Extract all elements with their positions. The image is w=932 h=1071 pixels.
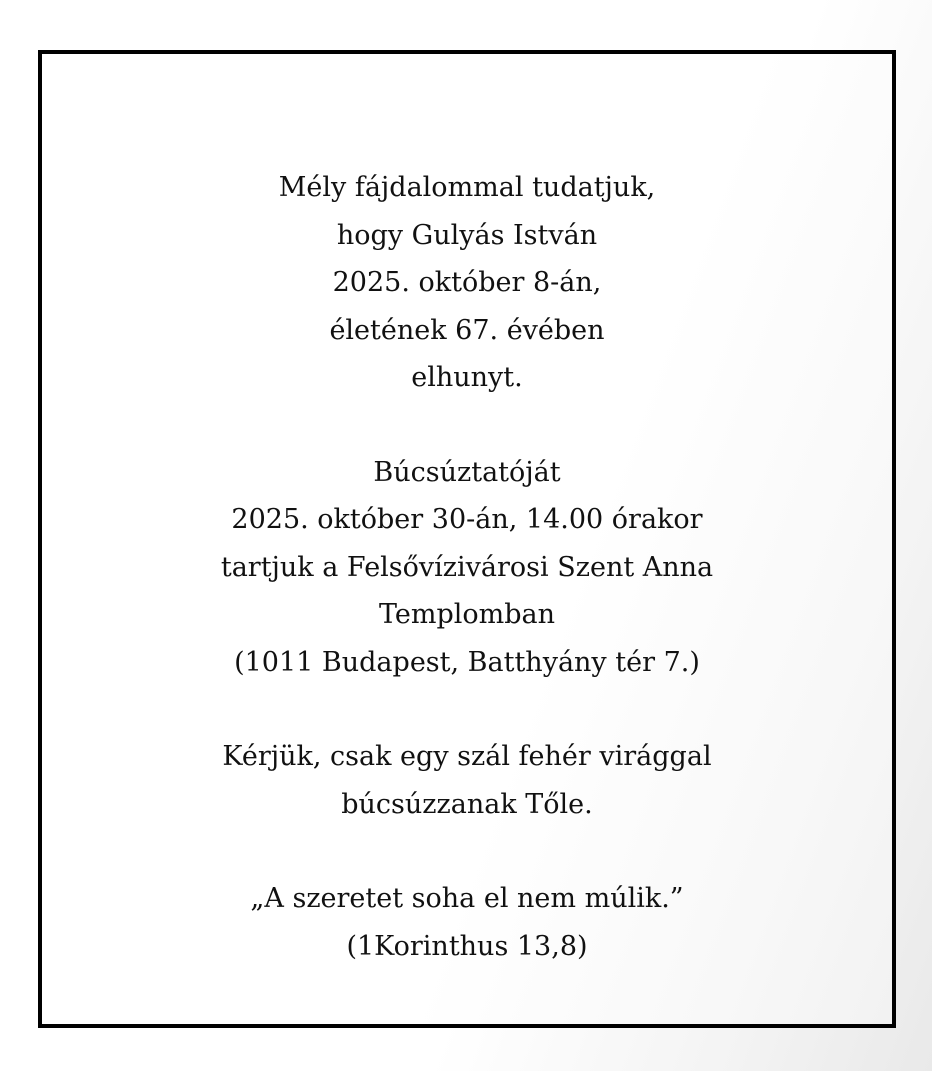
quote-citation: (1Korinthus 13,8): [346, 930, 588, 962]
announcement-block: [42, 164, 892, 402]
announcement-line: Mély fájdalommal tudatjuk,: [278, 172, 656, 203]
deceased-name-line: hogy Gulyás István: [336, 219, 598, 251]
quote-text: „A szeretet soha el nem múlik.”: [250, 883, 684, 914]
request-line-2: búcsúzzanak Tőle.: [341, 788, 593, 820]
request-line: Kérjük, csak egy szál fehér virággal: [222, 741, 712, 772]
passed-away-line: elhunyt.: [411, 362, 523, 393]
farewell-datetime: 2025. október 30-án, 14.00 órakor: [231, 504, 703, 535]
obituary-notice-frame: [38, 50, 896, 1028]
obituary-notice-content: [42, 164, 892, 970]
age-line: életének 67. évében: [329, 314, 605, 346]
farewell-address: (1011 Budapest, Batthyány tér 7.): [234, 646, 700, 678]
farewell-block: [42, 449, 892, 687]
date-of-death-line: 2025. október 8-án,: [332, 267, 602, 298]
farewell-venue-line-2: Templomban: [378, 599, 556, 630]
request-block: [42, 733, 892, 828]
farewell-venue-line: tartjuk a Felsővízivárosi Szent Anna: [220, 551, 714, 583]
farewell-heading: Búcsúztatóját: [373, 456, 561, 488]
quote-block: [42, 875, 892, 970]
